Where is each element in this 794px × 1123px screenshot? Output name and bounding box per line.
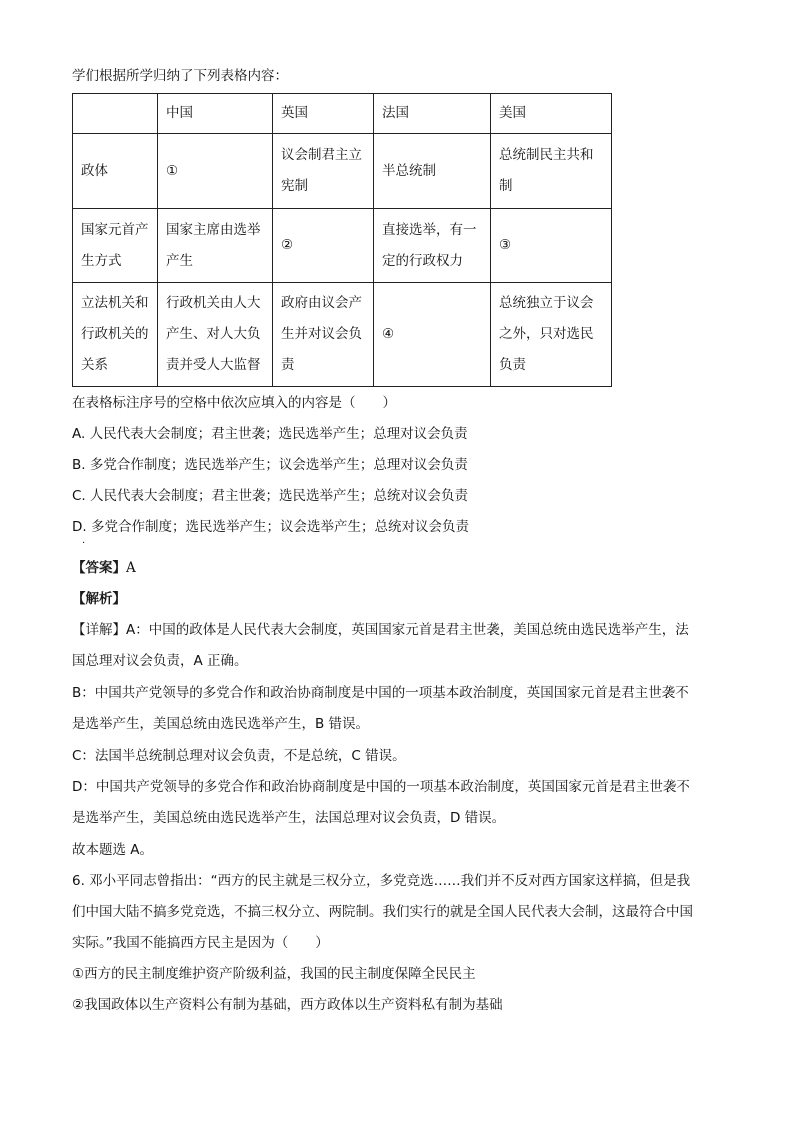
table-header-cell: [73, 94, 158, 134]
table-header-row: [73, 94, 612, 134]
comparison-table: [72, 93, 612, 387]
table-cell: ①: [158, 134, 273, 209]
table-row: [73, 283, 612, 387]
detail-text: 是选举产生，美国总统由选民选举产生，法国总理对议会负责，D 错误。: [72, 810, 506, 826]
detail-text: D：中国共产党领导的多党合作和政治协商制度是中国的一项基本政治制度，英国国家元首是君主世袭不: [72, 779, 690, 795]
statement-2: ②我国政体以生产资料公有制为基础，西方政体以生产资料私有制为基础: [72, 997, 503, 1013]
question6-text: 们中国大陆不搞多党竞选，不搞三权分立、两院制。我们实行的就是全国人民代表大会制，这最符合中国: [72, 904, 693, 920]
option-a: A. 人民代表大会制度；君主世袭；选民选举产生；总理对议会负责: [72, 426, 468, 442]
table-cell: 议会制君主立宪制: [273, 134, 374, 209]
table-row: [73, 134, 612, 209]
table-cell: ②: [273, 209, 374, 283]
table-cell: 政体: [73, 134, 158, 209]
conclusion-text: 故本题选 A。: [72, 842, 154, 858]
stray-mark: ·: [82, 538, 86, 549]
question6-text: 6. 邓小平同志曾指出：“西方的民主就是三权分立，多党竞选……我们并不反对西方国家这样搞，但是我: [72, 873, 691, 889]
table-cell: ③: [491, 209, 612, 283]
detail-text: 国总理对议会负责，A 正确。: [72, 653, 248, 669]
option-b: B. 多党合作制度；选民选举产生；议会选举产生；总理对议会负责: [72, 457, 468, 473]
statement-1: ①西方的民主制度维护资产阶级利益，我国的民主制度保障全民民主: [72, 966, 476, 982]
table-cell: 行政机关由人大产生、对人大负责并受人大监督: [158, 283, 273, 387]
table-cell: 半总统制: [374, 134, 491, 209]
detail-text: A：中国的政体是人民代表大会制度，英国国家元首是君主世袭，美国总统由选民选举产生，法: [126, 622, 689, 638]
table-cell: 国家主席由选举产生: [158, 209, 273, 283]
detail-text: C：法国半总统制总理对议会负责，不是总统，C 错误。: [72, 748, 406, 764]
table-cell: 总统制民主共和制: [491, 134, 612, 209]
question6-text: 实际。”我国不能搞西方民主是因为（ ）: [72, 935, 329, 951]
table-header-cell: 美国: [491, 94, 612, 134]
answer-value: A: [126, 560, 136, 576]
question-text: 在表格标注序号的空格中依次应填入的内容是（ ）: [72, 395, 396, 411]
table-cell: 政府由议会产生并对议会负责: [273, 283, 374, 387]
table-row: [73, 209, 612, 283]
detail-line: [72, 620, 689, 640]
table-cell: 立法机关和行政机关的关系: [73, 283, 158, 387]
table-cell: 总统独立于议会之外，只对选民负责: [491, 283, 612, 387]
table-header-cell: 法国: [374, 94, 491, 134]
option-c: C. 人民代表大会制度；君主世袭；选民选举产生；总统对议会负责: [72, 488, 469, 504]
detail-text: 是选举产生，美国总统由选民选举产生，B 错误。: [72, 716, 370, 732]
analysis-line: [72, 589, 126, 609]
table-header-cell: 英国: [273, 94, 374, 134]
detail-text: B：中国共产党领导的多党合作和政治协商制度是中国的一项基本政治制度，英国国家元首是君主世袭不: [72, 685, 689, 701]
answer-line: [72, 558, 136, 578]
answer-label: 【答案】: [72, 560, 126, 576]
table-cell: 直接选举，有一定的行政权力: [374, 209, 491, 283]
analysis-label: 【解析】: [72, 591, 126, 607]
table-cell: 国家元首产生方式: [73, 209, 158, 283]
intro-text: 学们根据所学归纳了下列表格内容：: [72, 68, 288, 84]
option-d: D. 多党合作制度；选民选举产生；议会选举产生；总统对议会负责: [72, 519, 469, 535]
table-header-cell: 中国: [158, 94, 273, 134]
detail-label: 【详解】: [72, 622, 126, 638]
table-cell: ④: [374, 283, 491, 387]
